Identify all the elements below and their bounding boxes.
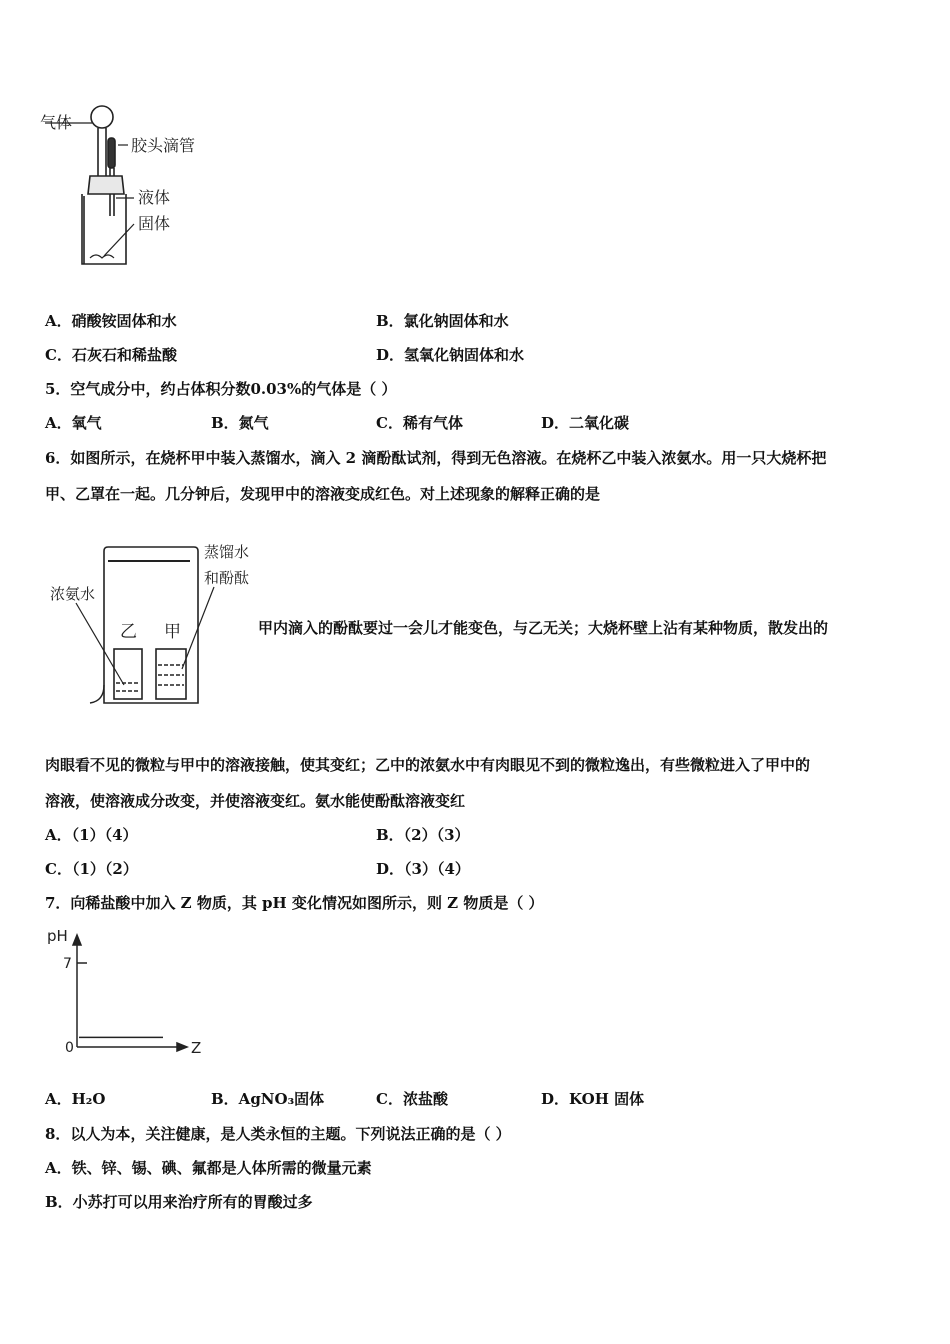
liquid-label: 液体: [138, 188, 171, 207]
q8-stem: 8．以人为本，关注健康，是人类永恒的主题。下列说法正确的是（ ）: [45, 1125, 511, 1143]
q6-text-line4: 溶液，使溶液成分改变，并使溶液变红。氨水能使酚酞溶液变红: [45, 792, 466, 810]
q6-text-line3: 肉眼看不见的微粒与甲中的溶液接触，使其变红；乙中的浓氨水中有肉眼见不到的微粒逸出，有些微粒进入了甲中的: [45, 756, 811, 774]
q4-option-a: A．硝酸铵固体和水: [45, 312, 177, 330]
water-label-1: 蒸馏水: [204, 543, 250, 561]
q4-option-b: B．氯化钠固体和水: [376, 312, 509, 330]
jia-label: 甲: [164, 622, 181, 642]
tick-label-0: 0: [65, 1040, 74, 1056]
tick-label-7: 7: [63, 956, 72, 972]
ph-chart: [45, 925, 215, 1065]
q5-option-c: C．稀有气体: [376, 414, 463, 432]
beaker-jia: [156, 649, 186, 699]
q5-option-a: A．氧气: [45, 414, 102, 432]
yi-label: 乙: [120, 622, 137, 642]
q7-option-d: D．KOH 固体: [541, 1090, 645, 1108]
q6-side-text: 甲内滴入的酚酞要过一会儿才能变色，与乙无关；大烧杯壁上沾有某种物质，散发出的: [258, 619, 829, 637]
gas-apparatus-figure: [40, 98, 230, 278]
x-axis-label: Z: [191, 1039, 202, 1057]
gas-label: 气体: [40, 113, 73, 132]
solid-label: 固体: [138, 214, 171, 233]
q6-option-d: D．（3）（4）: [376, 860, 470, 878]
dropper-label: 胶头滴管: [131, 136, 196, 155]
q5-option-d: D．二氧化碳: [541, 414, 630, 432]
ammonia-label: 浓氨水: [50, 585, 96, 603]
q4-option-c: C．石灰石和稀盐酸: [45, 346, 177, 364]
water-label-2: 和酚酞: [204, 569, 250, 587]
q6-option-b: B．（2）（3）: [376, 826, 470, 844]
q7-option-c: C．浓盐酸: [376, 1090, 448, 1108]
q5-option-b: B．氮气: [211, 414, 269, 432]
q6-stem-line1: 6．如图所示，在烧杯甲中装入蒸馏水，滴入 2 滴酚酞试剂，得到无色溶液。在烧杯乙中装入浓氨水。用一只大烧杯把: [45, 449, 827, 467]
x-axis-arrow: [177, 1043, 187, 1051]
q6-option-c: C．（1）（2）: [45, 860, 138, 878]
q7-stem: 7．向稀盐酸中加入 Z 物质，其 pH 变化情况如图所示，则 Z 物质是（ ）: [45, 894, 544, 912]
q8-option-b: B．小苏打可以用来治疗所有的胃酸过多: [45, 1193, 313, 1211]
q6-stem-line2: 甲、乙罩在一起。几分钟后，发现甲中的溶液变成红色。对上述现象的解释正确的是: [45, 485, 601, 503]
beaker-figure: [46, 535, 256, 710]
y-axis-arrow: [73, 935, 81, 945]
q6-option-a: A．（1）（4）: [45, 826, 138, 844]
q7-option-b: B．AgNO₃固体: [211, 1090, 325, 1108]
balloon: [91, 106, 113, 128]
q5-stem: 5．空气成分中，约占体积分数0.03%的气体是（ ）: [45, 380, 397, 398]
q8-option-a: A．铁、锌、锡、碘、氟都是人体所需的微量元素: [45, 1159, 372, 1177]
y-axis-label: pH: [47, 927, 68, 945]
q4-option-d: D．氢氧化钠固体和水: [376, 346, 525, 364]
q7-option-a: A．H₂O: [45, 1090, 106, 1108]
